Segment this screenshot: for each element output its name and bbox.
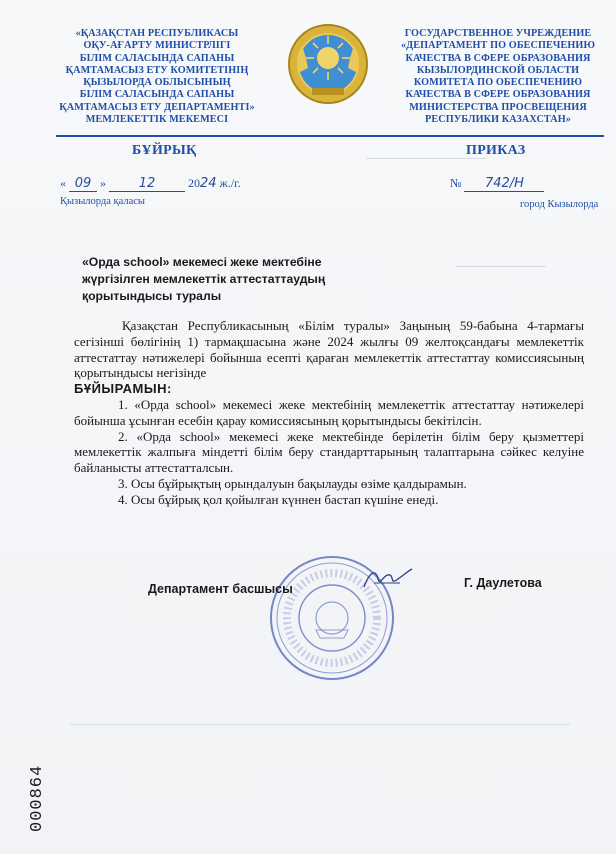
order-word: БҰЙЫРАМЫН: — [74, 381, 172, 397]
date-year-unit: ж./г. — [219, 176, 241, 190]
faint-bleed-line — [366, 158, 486, 159]
date-open-quote: « — [60, 176, 66, 190]
preamble-paragraph: Қазақстан Республикасының «Білім туралы» Заңының 59-бабына 4-тармағы сегізінші бөлігінің 1) тармақшасына және 2024 жылғы 09 желтоқсандағы мемлекеттік аттестаттау нәтижелері бойынша есепті қараған мемлекеттік аттестаттау комиссиясының қорытындысы негізінде — [74, 318, 584, 381]
header-divider — [56, 135, 604, 137]
order-number — [450, 176, 544, 192]
header-kz-line: БІЛІМ САЛАСЫНДА САПАНЫ — [79, 89, 235, 101]
order-body — [74, 318, 584, 508]
date-close-quote: » — [100, 176, 106, 190]
header-ru-line: РЕСПУБЛИКИ КАЗАХСТАН» — [425, 114, 571, 126]
header-ru-line: КАЧЕСТВА В СФЕРЕ ОБРАЗОВАНИЯ — [405, 89, 591, 101]
header-kz — [52, 28, 262, 126]
serial-number: 000864 — [28, 764, 47, 832]
order-subject — [82, 254, 382, 305]
date-month: 12 — [109, 176, 185, 192]
header-kz-line: ОҚУ-АҒАРТУ МИНИСТРЛІГІ — [83, 40, 231, 52]
number-value: 742/Н — [464, 176, 544, 192]
subject-line: «Орда school» мекемесі жеке мектебіне — [82, 255, 322, 269]
order-item: 2. «Орда school» мекемесі жеке мектебінде берілетін білім беру қызметтері мемлекеттік жалпыға міндетті білім беру стандарттарының талаптарына сәйкес келуіне байланысты аттестатталсын. — [74, 428, 584, 476]
faint-bleed-line — [70, 724, 570, 725]
date-day: 09 — [69, 176, 97, 192]
signatory-name: Г. Даулетова — [464, 576, 542, 590]
header-ru-line: КАЧЕСТВА В СФЕРЕ ОБРАЗОВАНИЯ — [405, 52, 591, 64]
header-ru-line: МИНИСТЕРСТВА ПРОСВЕЩЕНИЯ — [409, 101, 587, 113]
date-year-prefix: 20 — [188, 176, 200, 190]
header-kz-line: БІЛІМ САЛАСЫНДА САПАНЫ — [79, 52, 235, 64]
signature-icon — [360, 565, 416, 593]
date-year-suffix: 24 — [200, 176, 217, 191]
order-item: 4. Осы бұйрық қол қойылған күннен бастап күшіне енеді. — [118, 491, 439, 507]
faint-bleed-line — [456, 266, 546, 267]
header-kz-line: ҚАМТАМАСЫЗ ЕТУ КОМИТЕТІНІҢ — [65, 64, 249, 76]
header-ru-line: КЫЗЫЛОРДИНСКОЙ ОБЛАСТИ — [416, 64, 580, 76]
signatory-title: Департамент басшысы — [148, 582, 293, 596]
order-title-kz: БҰЙРЫҚ — [132, 143, 197, 158]
subject-line: жүргізілген мемлекеттік аттестаттаудың — [82, 272, 326, 286]
order-item: 1. «Орда school» мекемесі жеке мектебінің мемлекеттік аттестаттау нәтижелері бойынша ұсынған есебін қарау комиссиясының қорытындысы бекітілсін. — [74, 396, 584, 428]
order-title-ru: ПРИКАЗ — [466, 143, 526, 158]
city-ru: город Кызылорда — [520, 199, 599, 210]
number-label: № — [450, 176, 462, 190]
state-emblem-icon — [286, 22, 370, 106]
header-kz-line: «ҚАЗАҚСТАН РЕСПУБЛИКАСЫ — [75, 28, 239, 39]
header-kz-line: ҚЫЗЫЛОРДА ОБЛЫСЫНЫҢ — [83, 77, 231, 89]
header-ru-line: «ДЕПАРТАМЕНТ ПО ОБЕСПЕЧЕНИЮ — [400, 40, 596, 52]
subject-line: қорытындысы туралы — [82, 289, 222, 303]
city-kz: Қызылорда қаласы — [60, 196, 145, 207]
header-kz-line: МЕМЛЕКЕТТІК МЕКЕМЕСІ — [85, 114, 229, 126]
header-ru-line: ГОСУДАРСТВЕННОЕ УЧРЕЖДЕНИЕ — [404, 28, 592, 39]
header-ru — [392, 28, 604, 126]
header-ru-line: КОМИТЕТА ПО ОБЕСПЕЧЕНИЮ — [413, 77, 583, 89]
order-item: 3. Осы бұйрықтың орындалуын бақылауды өзіме қалдырамын. — [118, 475, 467, 491]
header-kz-line: ҚАМТАМАСЫЗ ЕТУ ДЕПАРТАМЕНТІ» — [59, 101, 255, 113]
order-date — [60, 176, 241, 192]
